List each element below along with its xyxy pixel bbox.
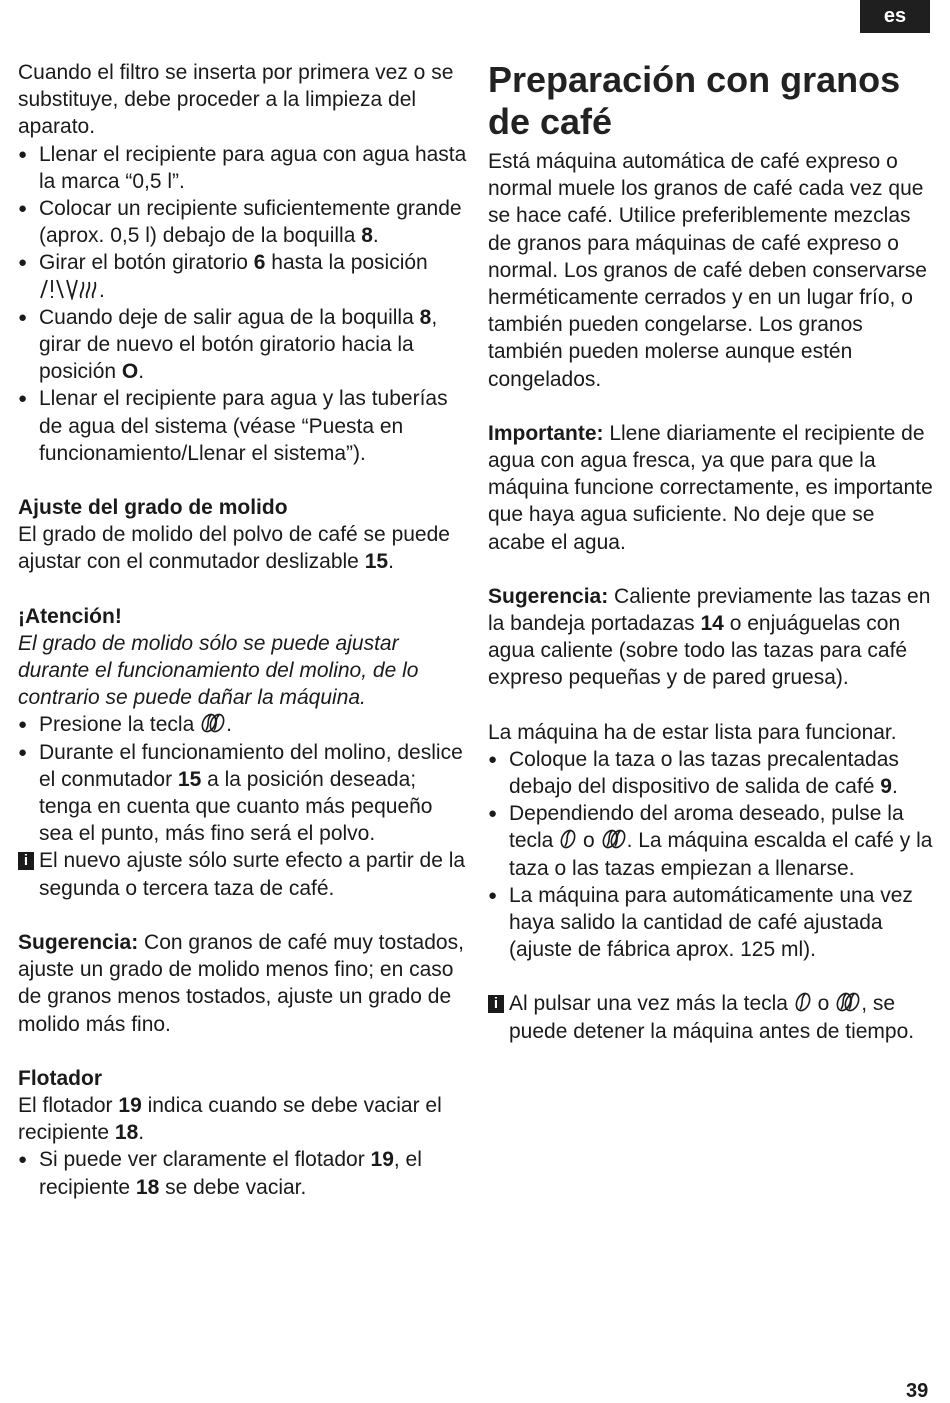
- list-item: ● La máquina para automáticamente una vez haya salido la cantidad de café ajustada (ajuste de fábrica aprox. 125 ml).: [488, 882, 933, 964]
- info-note: i Al pulsar una vez más la tecla o , se puede detener la máquina antes de tiempo.: [488, 990, 933, 1044]
- left-column: [18, 59, 468, 1201]
- list-item: ● Dependiendo del aroma deseado, pulse la tecla o . La máquina escalda el café y la taza o las tazas empiezan a llenarse.: [488, 800, 933, 882]
- filter-intro: Cuando el filtro se inserta por primera vez o se substituye, debe proceder a la limpieza del aparato.: [18, 61, 454, 139]
- double-bean-icon: [200, 712, 226, 734]
- steam-position-icon: [39, 278, 99, 300]
- list-item: ● Cuando deje de salir agua de la boquilla 8, girar de nuevo el botón giratorio hacia la posición O.: [18, 304, 468, 386]
- right-column: [488, 59, 933, 1045]
- ready-text: La máquina ha de estar lista para funcionar.: [488, 720, 897, 744]
- double-bean-icon: [601, 828, 627, 850]
- info-icon: i: [18, 852, 34, 870]
- grind-heading: Ajuste del grado de molido: [18, 496, 288, 520]
- list-item: ● Coloque la taza o las tazas precalentadas debajo del dispositivo de salida de café 9.: [488, 746, 933, 800]
- important-paragraph: Importante: Llene diariamente el recipiente de agua con agua fresca, ya que para que la máquina funcione correctamente, es importante que haya agua suficiente. No deje que se acabe el agua.: [488, 421, 933, 554]
- double-bean-icon: [835, 991, 861, 1013]
- attention-heading: ¡Atención!: [18, 604, 122, 628]
- attention-text: El grado de molido sólo se puede ajustar durante el funcionamiento del molino, de lo contrario se puede dañar la máquina.: [18, 631, 419, 710]
- list-item: ● Durante el funcionamiento del molino, deslice el conmutador 15 a la posición deseada; tenga en cuenta que cuanto más pequeño sea el punto, más fino será el polvo.: [18, 739, 468, 848]
- single-bean-icon: [794, 991, 812, 1013]
- float-text: El flotador 19 indica cuando se debe vaciar el recipiente 18.: [18, 1093, 442, 1145]
- page-title: Preparación con granos de café: [488, 59, 901, 142]
- float-heading: Flotador: [18, 1066, 102, 1090]
- tip-paragraph: Sugerencia: Caliente previamente las tazas en la bandeja portadazas 14 o enjuáguelas con agua caliente (sobre todo las tazas para café expreso pequeñas y de pared gruesa).: [488, 584, 931, 690]
- tip-paragraph: Sugerencia: Con granos de café muy tostados, ajuste un grado de molido menos fino; en caso de granos menos tostados, ajuste un grado de molido más fino.: [18, 930, 464, 1036]
- info-note: i El nuevo ajuste sólo surte efecto a partir de la segunda o tercera taza de café.: [18, 847, 468, 901]
- list-item: ● Llenar el recipiente para agua con agua hasta la marca “0,5 l”.: [18, 141, 468, 195]
- list-item: ● Girar el botón giratorio 6 hasta la posición .: [18, 249, 468, 303]
- info-icon: i: [488, 995, 504, 1013]
- page-number: 39: [906, 1380, 929, 1402]
- beans-intro: Está máquina automática de café expreso o normal muele los granos de café cada vez que se hace café. Utilice preferiblemente mezclas de granos para máquinas de café expreso o normal. Los granos de café deben conservarse herméticamente cerrados y en un lugar frío, o también pueden congelarse. Los granos también pueden molerse aunque estén congelados.: [488, 150, 927, 391]
- list-item: ● Llenar el recipiente para agua y las tuberías de agua del sistema (véase “Puesta en funcionamiento/Llenar el sistema”).: [18, 385, 468, 467]
- list-item: ● Presione la tecla .: [18, 711, 468, 738]
- language-tab: es: [860, 0, 930, 33]
- list-item: ● Colocar un recipiente suficientemente grande (aprox. 0,5 l) debajo de la boquilla 8.: [18, 195, 468, 249]
- grind-text: El grado de molido del polvo de café se puede ajustar con el conmutador deslizable 15.: [18, 523, 450, 574]
- list-item: ● Si puede ver claramente el flotador 19, el recipiente 18 se debe vaciar.: [18, 1146, 468, 1200]
- single-bean-icon: [559, 828, 577, 850]
